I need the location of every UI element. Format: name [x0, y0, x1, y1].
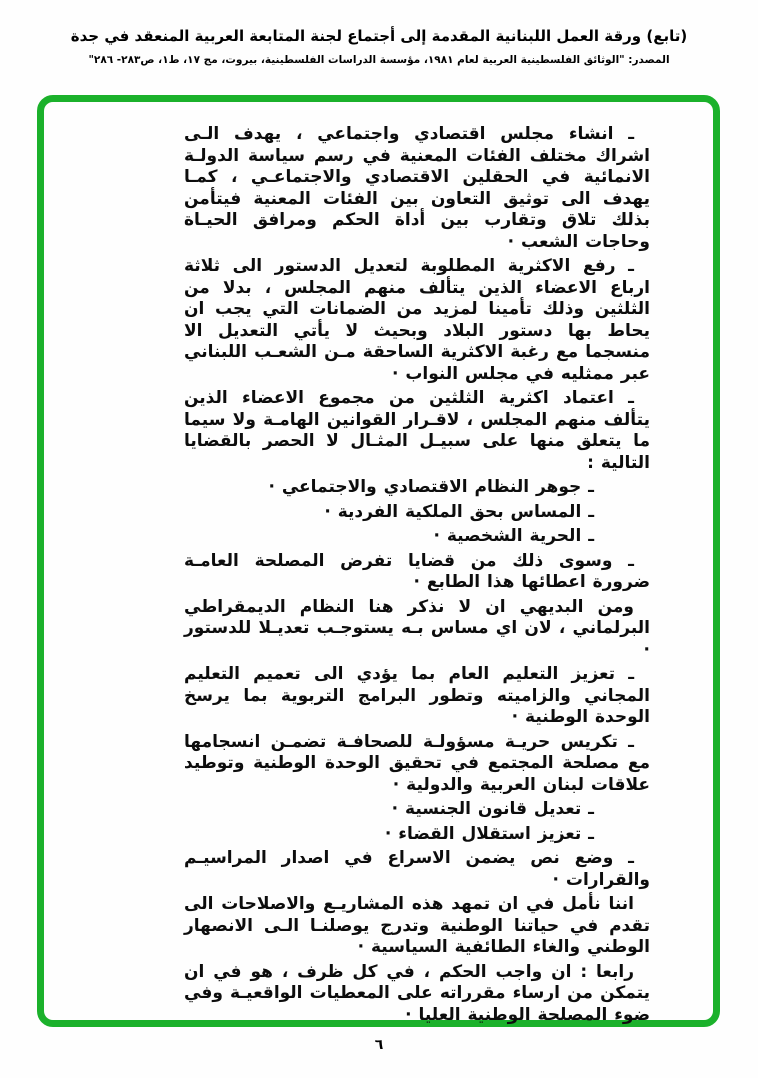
paragraph: ـ تعزيز استقلال القضاء · — [384, 823, 594, 844]
paragraph: ـ المساس بحق الملكية الفردية · — [324, 501, 594, 522]
paragraph: ـ الحرية الشخصية · — [433, 526, 594, 546]
page-number: ٦ — [374, 1037, 384, 1053]
document-text — [184, 124, 650, 1029]
paragraph: اننا نأمل في ان تمهد هذه المشاريـع والاصلاحات الى تقدم في حياتنا الوطنية وتدرج يوصلنـا الـى الانصهار الوطني والغاء الطائفية السياسية · — [184, 894, 650, 957]
paragraph: ـ رفع الاكثرية المطلوبة لتعديل الدستور الى ثلاثة ارباع الاعضاء الذين يتألف منهم المجلس ، بدلا من الثلثين وذلك تأمينا لمزيد من الضمانات التي يجب ان يحاط بها دستور البلاد وبحيث لا يأتي التعديل الا منسجما مع رغبة الاكثرية الساحقة مـن الشعـب اللبناني عبر ممثليه في مجلس النواب · — [184, 256, 650, 384]
paragraph: ـ جوهر النظام الاقتصادي والاجتماعي · — [268, 477, 594, 497]
paragraph: ـ انشاء مجلس اقتصادي واجتماعي ، يهدف الـى اشراك مختلف الفئات المعنية في رسم سياسة الدولـة الانمائية في الحقلين الاقتصادي والاجتماعـي ، كمـا يهدف الى توثيق التعاون بين الفئات المعنية فيتأمن بذلك تلاق وتقارب بين أداة الحكم ومرافق الحيـاة وحاجات الشعب · — [184, 124, 650, 252]
page-header — [0, 26, 758, 66]
paragraph: ـ وضع نص يضمن الاسراع في اصدار المراسيـم والقرارات · — [184, 848, 650, 890]
source-citation: المصدر: "الوثائق الفلسطينية العربية لعام ١٩٨١، مؤسسة الدراسات الفلسطينية، بيروت، مج ١٧، ط١، ص٢٨٣- ٢٨٦" — [88, 54, 670, 66]
paragraph: ومن البديهي ان لا نذكر هنا النظام الديمقراطي البرلماني ، لان اي مساس بـه يستوجـب تعديـلا للدستور · — [184, 596, 650, 660]
paragraph: رابعا : ان واجب الحكم ، في كل ظرف ، هو في ان يتمكن من ارساء مقرراته على المعطيات الواقعيـة وفي ضوء المصلحة الوطنية العليا · — [184, 961, 650, 1025]
paragraph: ـ وسوى ذلك من قضايا تفرض المصلحة العامـة ضرورة اعطائها هذا الطابع · — [184, 550, 650, 592]
paragraph: ـ تعزيز التعليم العام بما يؤدي الى تعميم التعليم المجاني والزاميته وتطور البرامج التربوية بما يرسخ الوحدة الوطنية · — [184, 664, 650, 727]
document-title: (تابع) ورقة العمل اللبنانية المقدمة إلى أجتماع لجنة المتابعة العربية المنعقد في جدة — [70, 27, 688, 45]
paragraph: ـ تكريس حريـة مسؤولـة للصحافـة تضمـن انسجامها مع مصلحة المجتمع في تحقيق الوحدة الوطنية وتوطيد علاقات لبنان العربية والدولية · — [184, 731, 650, 795]
paragraph: ـ اعتماد اكثرية الثلثين من مجموع الاعضاء الذين يتألف منهم المجلس ، لاقـرار القوانين الهامـة ولا سيما ما يتعلق منها على سبيـل المثـال لا الحصر بالقضايا التالية : — [184, 388, 650, 473]
paragraph: ـ تعديل قانون الجنسية · — [391, 799, 594, 819]
